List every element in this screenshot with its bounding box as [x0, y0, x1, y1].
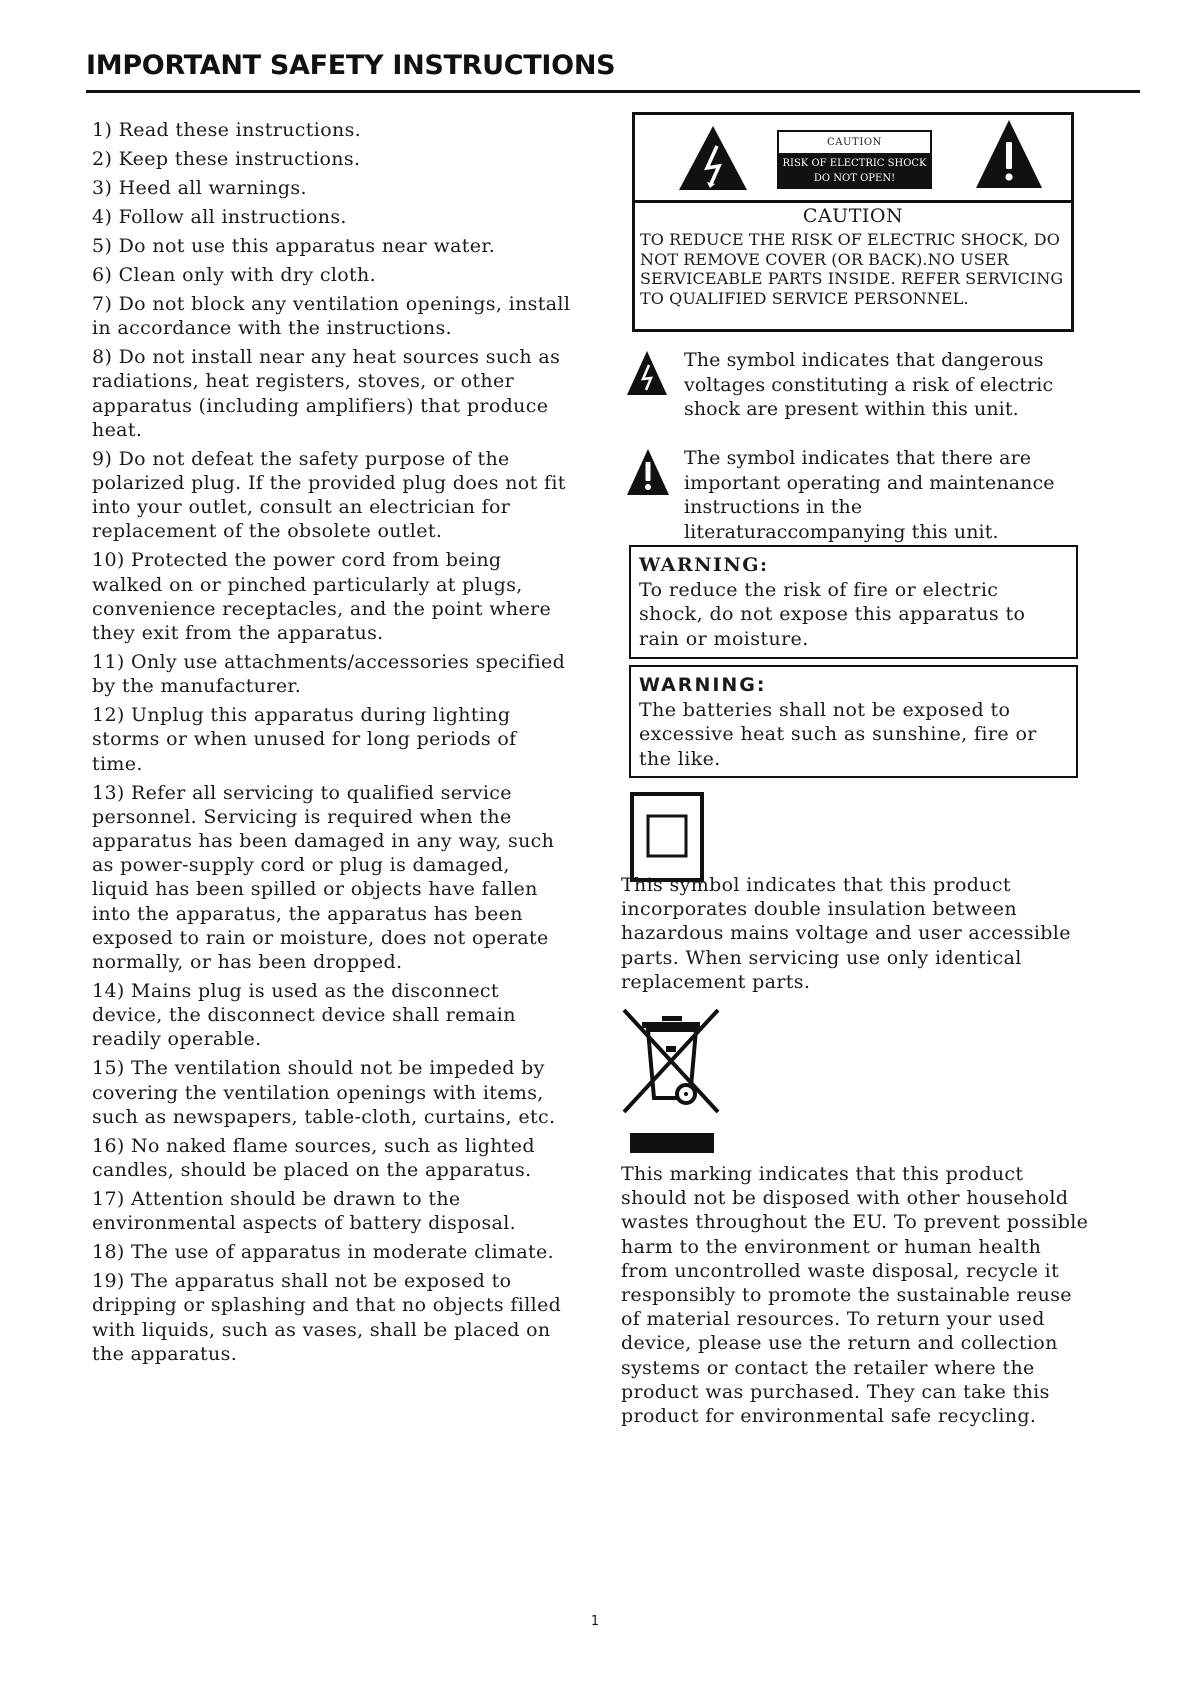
- instruction-item: 7) Do not block any ventilation openings, install in accordance with the instructions.: [92, 293, 571, 340]
- warning-text: The batteries shall not be exposed to excessive heat such as sunshine, fire or the like.: [639, 698, 1037, 770]
- caution-text: TO REDUCE THE RISK OF ELECTRIC SHOCK, DO NOT REMOVE COVER (OR BACK).NO USER SERVICEABLE PARTS INSIDE. REFER SERVICING TO QUALIFIED SERVICE PERSONNEL.: [640, 230, 1064, 308]
- instruction-item: 12) Unplug this apparatus during lighting storms or when unused for long periods of time.: [92, 704, 517, 775]
- double-insulation-text: This symbol indicates that this product incorporates double insulation between hazardous mains voltage and user accessible parts. When servicing use only identical replacement parts.: [621, 874, 1071, 993]
- weee-disposal-text: This marking indicates that this product should not be disposed with other household wastes throughout the EU. To prevent possible harm to the environment or human health from uncontrolled waste disposal, recycle it responsibly to promote the sustainable reuse of material resources. To return your used device, please use the return and collection systems or contact the retailer where the product was purchased. They can take this product for environmental safe recycling.: [621, 1163, 1089, 1428]
- lightning-warning-icon: [626, 350, 668, 396]
- instruction-item: 5) Do not use this apparatus near water.: [92, 235, 496, 257]
- instruction-item: 10) Protected the power cord from being walked on or pinched particularly at plugs, convenience receptacles, and the point where they exit from the apparatus.: [92, 549, 552, 645]
- caution-box: [632, 112, 1074, 332]
- warning-title: WARNING:: [639, 674, 767, 696]
- instruction-item: 16) No naked flame sources, such as lighted candles, should be placed on the apparatus.: [92, 1134, 535, 1182]
- instruction-item: 4) Follow all instructions.: [92, 206, 347, 228]
- instructions-list: [92, 118, 572, 1371]
- caution-heading: CAUTION: [802, 205, 904, 227]
- title-rule: [86, 90, 1140, 93]
- caution-label-line2: DO NOT OPEN!: [813, 173, 896, 184]
- caution-label-line1: RISK OF ELECTRIC SHOCK: [782, 158, 927, 169]
- instruction-item: 17) Attention should be drawn to the environmental aspects of battery disposal.: [92, 1188, 517, 1235]
- instruction-item: 1) Read these instructions.: [92, 119, 362, 141]
- instruction-item: 11) Only use attachments/accessories specified by the manufacturer.: [92, 651, 566, 698]
- instruction-item: 6) Clean only with dry cloth.: [92, 264, 377, 286]
- warning-box-moisture: [629, 545, 1078, 659]
- double-insulation-icon: [630, 792, 706, 882]
- warning-box-batteries: [629, 665, 1078, 778]
- exclamation-symbol-text: The symbol indicates that there are important operating and maintenance instructions in the literaturaccompanying this unit.: [684, 447, 1055, 543]
- instruction-item: 8) Do not install near any heat sources such as radiations, heat registers, stoves, or other apparatus (including amplifiers) that produce heat.: [92, 346, 561, 441]
- caution-label-title: CAUTION: [777, 130, 932, 155]
- caution-label: [777, 130, 932, 189]
- exclamation-symbol-row: [626, 446, 1086, 546]
- exclamation-warning-icon: [974, 118, 1044, 190]
- warning-title: WARNING:: [639, 554, 769, 576]
- page-title: IMPORTANT SAFETY INSTRUCTIONS: [86, 50, 616, 81]
- caution-divider: [635, 200, 1071, 203]
- instruction-item: 3) Heed all warnings.: [92, 177, 307, 199]
- instruction-item: 15) The ventilation should not be impeded by covering the ventilation openings with items, such as newspapers, table-cloth, curtains, etc.: [92, 1057, 556, 1128]
- instruction-item: 13) Refer all servicing to qualified service personnel. Servicing is required when the apparatus has been damaged in any way, such as power-supply cord or plug is damaged, liquid has been spilled or objects have fallen into the apparatus, the apparatus has been exposed to rain or moisture, does not operate normally, or has been dropped.: [92, 781, 555, 974]
- exclamation-warning-icon: [626, 448, 670, 496]
- instruction-item: 14) Mains plug is used as the disconnect device, the disconnect device shall remain readily operable.: [92, 980, 516, 1051]
- instruction-item: 9) Do not defeat the safety purpose of the polarized plug. If the provided plug does not fit into your outlet, consult an electrician for replacement of the obsolete outlet.: [92, 447, 566, 543]
- warning-text: To reduce the risk of fire or electric shock, do not expose this apparatus to rain or moisture.: [639, 578, 1026, 650]
- caution-label-warning: [777, 153, 932, 189]
- instruction-item: 2) Keep these instructions.: [92, 148, 361, 170]
- instruction-item: 18) The use of apparatus in moderate climate.: [92, 1241, 555, 1264]
- weee-underline-bar: [630, 1133, 714, 1153]
- instruction-item: 19) The apparatus shall not be exposed to dripping or splashing and that no objects filled with liquids, such as vases, shall be placed on the apparatus.: [92, 1270, 562, 1365]
- lightning-symbol-row: [626, 348, 1086, 426]
- caution-box-header: [635, 115, 1071, 200]
- lightning-warning-icon: [677, 124, 749, 192]
- weee-crossed-bin-icon: [620, 1006, 724, 1116]
- page-number: 1: [590, 1614, 600, 1629]
- lightning-symbol-text: The symbol indicates that dangerous voltages constituting a risk of electric shock are present within this unit.: [684, 349, 1054, 420]
